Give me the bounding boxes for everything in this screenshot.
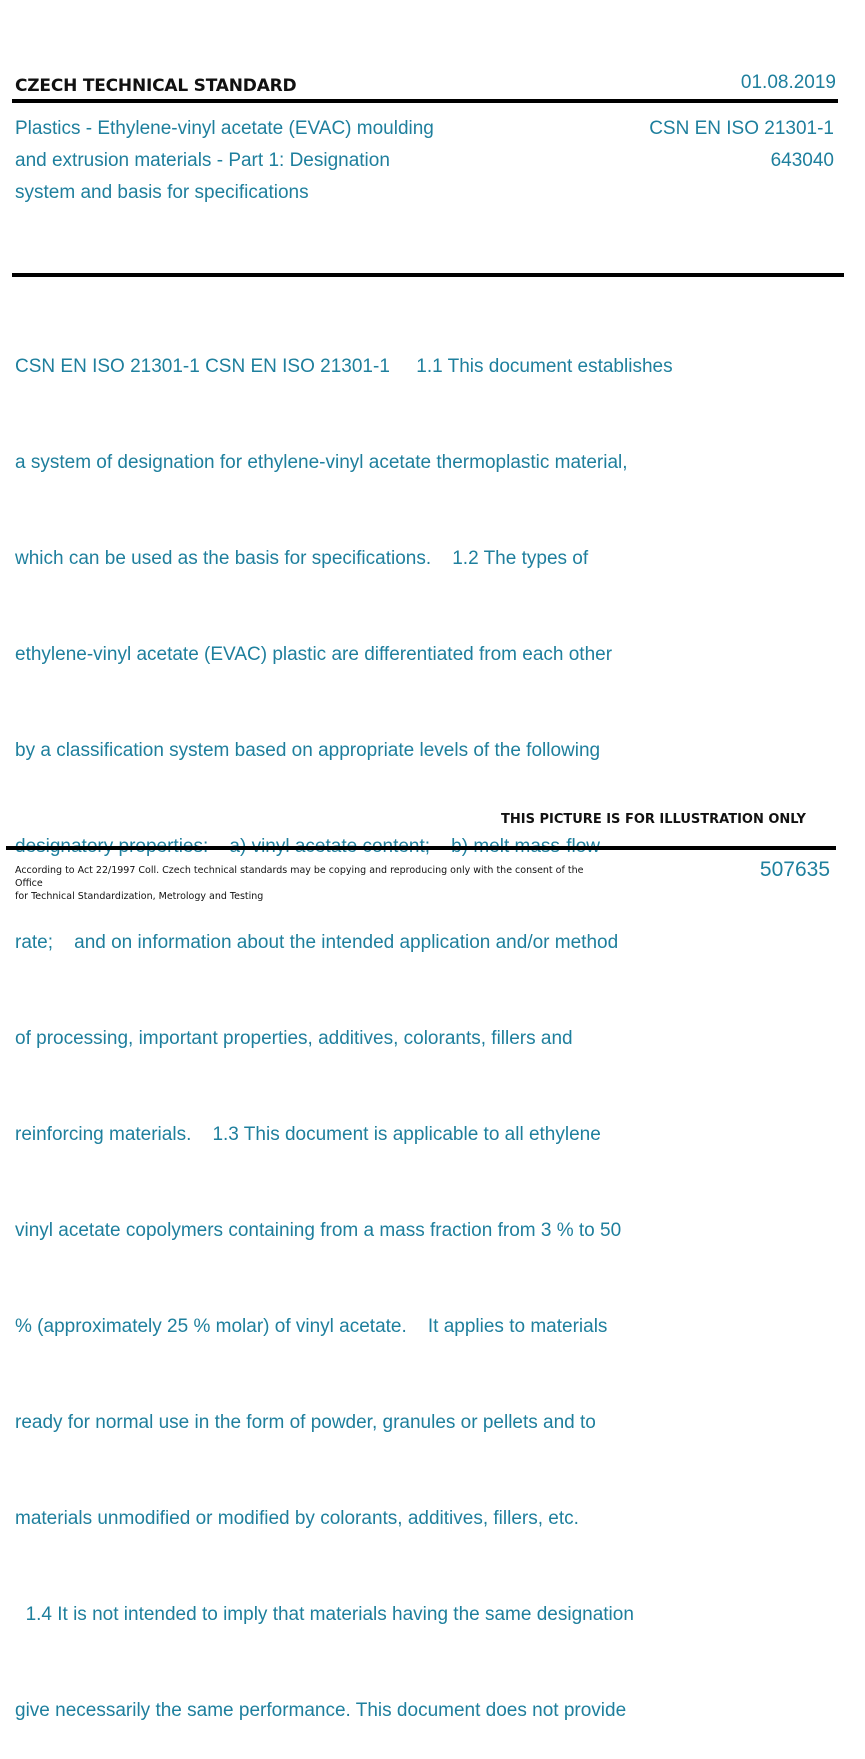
document-number: 507635 <box>759 858 830 881</box>
body-line: rate; and on information about the intended application and/or method <box>15 932 619 953</box>
document-title <box>15 113 535 209</box>
standard-type-label: CZECH TECHNICAL STANDARD <box>15 76 297 96</box>
illustration-notice: THIS PICTURE IS FOR ILLUSTRATION ONLY <box>501 812 806 827</box>
body-line: by a classification system based on appropriate levels of the following <box>15 740 601 761</box>
body-line: ethylene-vinyl acetate (EVAC) plastic are differentiated from each other <box>15 644 613 665</box>
body-line: reinforcing materials. 1.3 This document is applicable to all ethylene <box>15 1124 601 1145</box>
class-number: 643040 <box>770 150 834 171</box>
body-line: CSN EN ISO 21301-1 CSN EN ISO 21301-1 1.1 This document establishes <box>15 356 673 377</box>
body-line: ready for normal use in the form of powder, granules or pellets and to <box>15 1412 596 1433</box>
body-line: which can be used as the basis for specifications. 1.2 The types of <box>15 548 589 569</box>
body-line: vinyl acetate copolymers containing from a mass fraction from 3 % to 50 <box>15 1220 622 1241</box>
footer-divider <box>6 846 836 850</box>
document-codes <box>649 113 834 177</box>
document-body <box>15 287 775 1759</box>
body-line: a system of designation for ethylene-vinyl acetate thermoplastic material, <box>15 452 628 473</box>
header-divider <box>12 99 838 103</box>
publication-date: 01.08.2019 <box>740 72 836 93</box>
standard-code: CSN EN ISO 21301-1 <box>649 118 834 139</box>
title-divider <box>12 273 844 277</box>
title-line: Plastics - Ethylene-vinyl acetate (EVAC) moulding <box>15 118 434 139</box>
body-line: 1.4 It is not intended to imply that materials having the same designation <box>15 1604 634 1625</box>
legal-notice <box>15 864 595 903</box>
legal-line: According to Act 22/1997 Coll. Czech technical standards may be copying and reproducing only with the consent of the Office <box>15 865 584 889</box>
body-line: materials unmodified or modified by colorants, additives, fillers, etc. <box>15 1508 579 1529</box>
legal-line: for Technical Standardization, Metrology and Testing <box>15 891 264 902</box>
title-line: system and basis for specifications <box>15 182 309 203</box>
title-line: and extrusion materials - Part 1: Designation <box>15 150 390 171</box>
body-line: of processing, important properties, additives, colorants, fillers and <box>15 1028 573 1049</box>
body-line: give necessarily the same performance. This document does not provide <box>15 1700 627 1721</box>
body-line: % (approximately 25 % molar) of vinyl acetate. It applies to materials <box>15 1316 608 1337</box>
